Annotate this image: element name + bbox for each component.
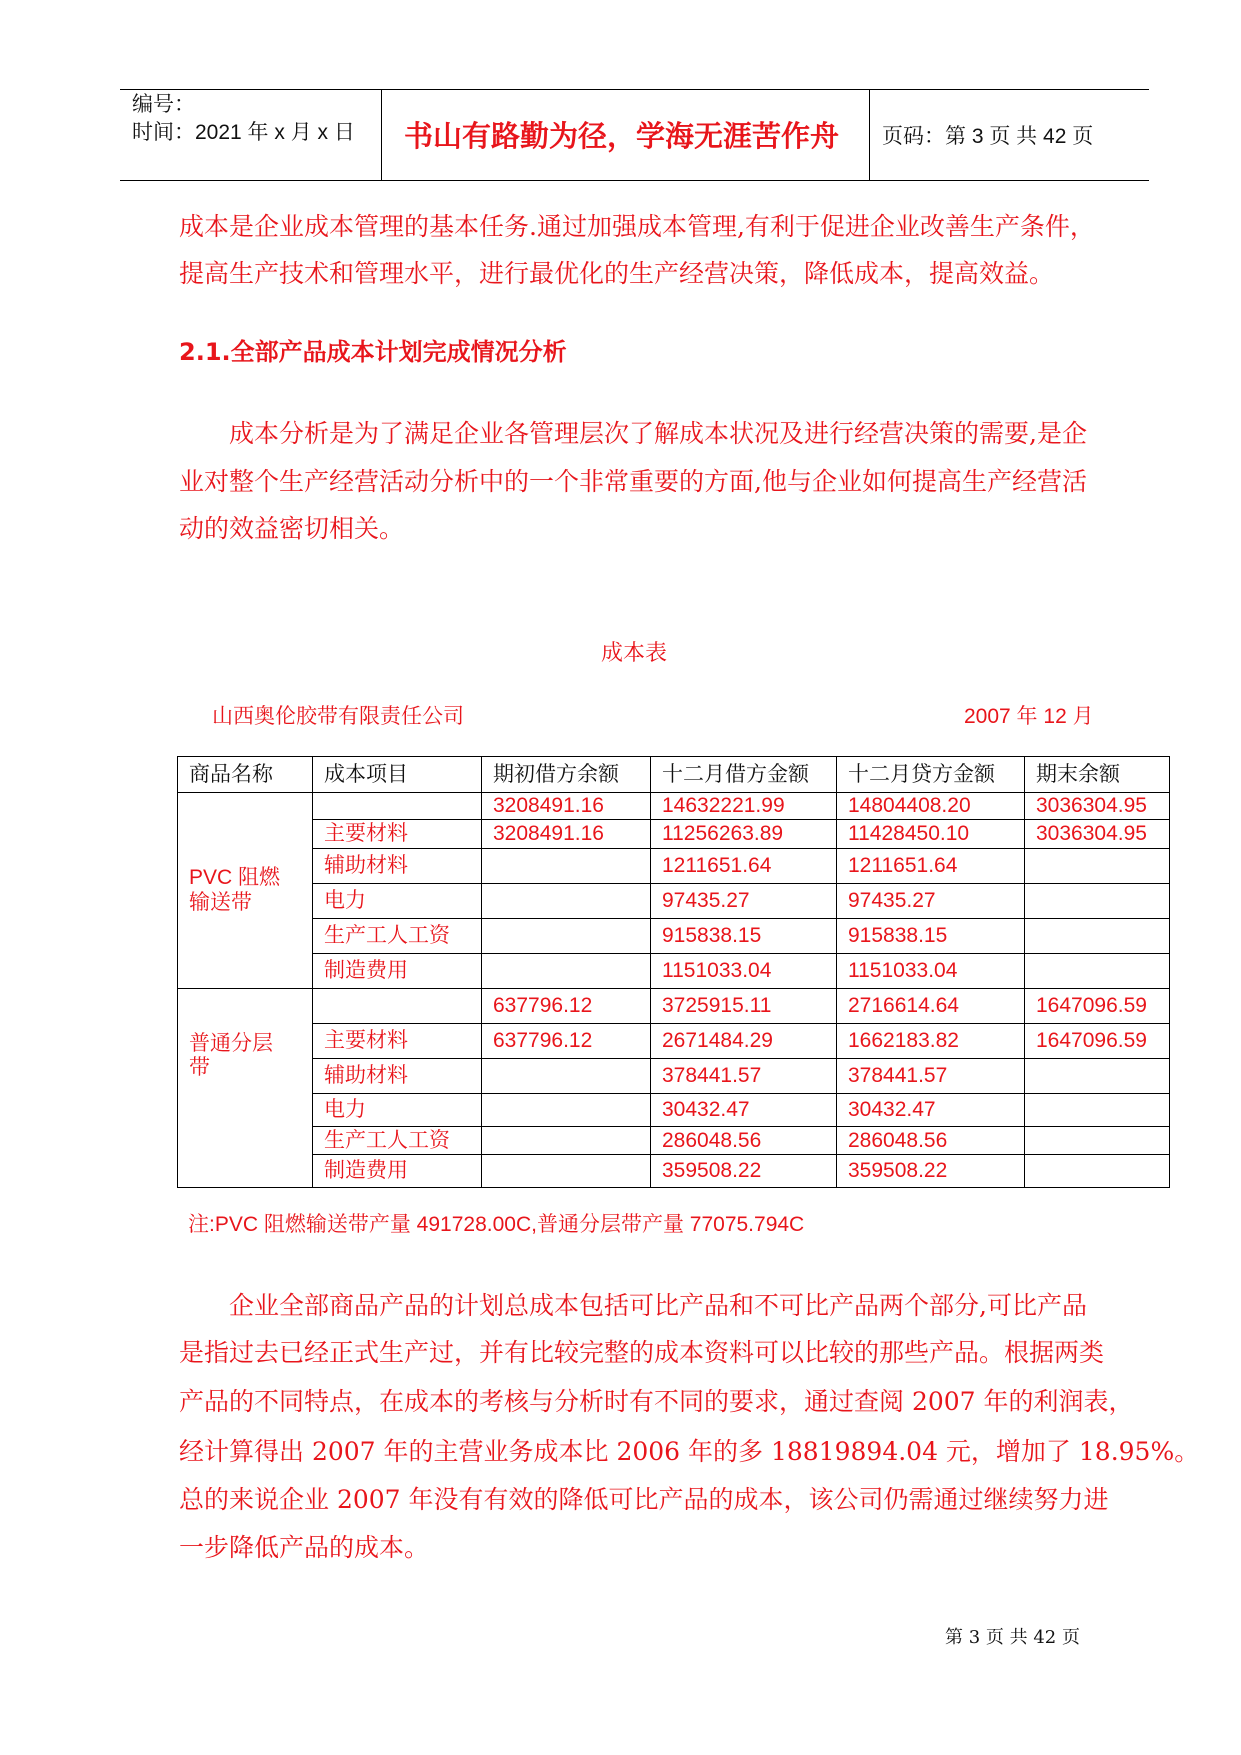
cost-item-cell [313, 989, 482, 1024]
cost-item-cell [313, 793, 482, 820]
closing-balance-cell [1025, 954, 1170, 989]
opening-debit-cell: 3208491.16 [482, 820, 651, 849]
dec-credit-cell: 915838.15 [837, 919, 1025, 954]
table-header-row [178, 757, 1170, 793]
cost-item-cell: 辅助材料 [313, 1059, 482, 1094]
closing-balance-cell: 3036304.95 [1025, 793, 1170, 820]
table-row [178, 884, 1170, 919]
dec-credit-cell: 30432.47 [837, 1094, 1025, 1127]
closing-balance-cell [1025, 1155, 1170, 1188]
paragraph-line: 成本分析是为了满足企业各管理层次了解成本状况及进行经营决策的需要,是企 [229, 419, 1087, 448]
closing-balance-cell [1025, 1094, 1170, 1127]
dec-credit-cell: 1662183.82 [837, 1024, 1025, 1059]
intro-line: 提高生产技术和管理水平，进行最优化的生产经营决策，降低成本，提高效益。 [179, 259, 1055, 288]
section-heading: 2.1.全部产品成本计划完成情况分析 [179, 338, 567, 366]
dec-debit-cell: 1151033.04 [651, 954, 837, 989]
opening-debit-cell [482, 884, 651, 919]
table-row [178, 989, 1170, 1024]
paragraph-line: 是指过去已经正式生产过，并有比较完整的成本资料可以比较的那些产品。根据两类 [179, 1338, 1105, 1367]
cost-item-cell: 辅助材料 [313, 849, 482, 884]
cost-table [177, 756, 1170, 1188]
header-middle-cell [381, 90, 870, 180]
closing-balance-cell [1025, 1059, 1170, 1094]
opening-debit-cell [482, 1155, 651, 1188]
closing-balance-cell: 3036304.95 [1025, 820, 1170, 849]
cost-item-cell: 制造费用 [313, 954, 482, 989]
dec-credit-cell: 97435.27 [837, 884, 1025, 919]
intro-line: 成本是企业成本管理的基本任务.通过加强成本管理,有利于促进企业改善生产条件， [179, 212, 1095, 241]
paragraph-line: 业对整个生产经营活动分析中的一个非常重要的方面,他与企业如何提高生产经营活 [179, 467, 1087, 496]
cost-item-cell: 主要材料 [313, 820, 482, 849]
closing-balance-cell [1025, 849, 1170, 884]
dec-debit-cell: 915838.15 [651, 919, 837, 954]
dec-credit-cell: 2716614.64 [837, 989, 1025, 1024]
table-row [178, 1155, 1170, 1188]
opening-debit-cell: 3208491.16 [482, 793, 651, 820]
table-header-cell: 成本项目 [313, 757, 482, 793]
dec-debit-cell: 2671484.29 [651, 1024, 837, 1059]
paragraph-line: 总的来说企业 2007 年没有有效的降低可比产品的成本，该公司仍需通过继续努力进 [179, 1485, 1109, 1514]
table-period: 2007 年 12 月 [964, 705, 1094, 728]
closing-balance-cell: 1647096.59 [1025, 1024, 1170, 1059]
dec-credit-cell: 14804408.20 [837, 793, 1025, 820]
table-row [178, 1059, 1170, 1094]
table-note: 注:PVC 阻燃输送带产量 491728.00C,普通分层带产量 77075.794C [188, 1213, 805, 1236]
document-number-label: 编号： [132, 93, 195, 116]
closing-balance-cell [1025, 1127, 1170, 1155]
closing-balance-cell [1025, 919, 1170, 954]
dec-credit-cell: 378441.57 [837, 1059, 1025, 1094]
dec-credit-cell: 1151033.04 [837, 954, 1025, 989]
cost-item-cell: 电力 [313, 1094, 482, 1127]
dec-credit-cell: 11428450.10 [837, 820, 1025, 849]
header-motto: 书山有路勤为径，学海无涯苦作舟 [404, 119, 840, 153]
product-name-cell: PVC 阻燃输送带 [178, 793, 313, 989]
opening-debit-cell [482, 1127, 651, 1155]
table-body [178, 793, 1170, 1188]
dec-debit-cell: 359508.22 [651, 1155, 837, 1188]
paragraph-line: 经计算得出 2007 年的主营业务成本比 2006 年的多 18819894.04 元，增加了 18.95%。 [179, 1437, 1200, 1466]
cost-item-cell: 生产工人工资 [313, 1127, 482, 1155]
cost-item-cell: 电力 [313, 884, 482, 919]
opening-debit-cell [482, 1094, 651, 1127]
dec-credit-cell: 1211651.64 [837, 849, 1025, 884]
table-row [178, 954, 1170, 989]
dec-debit-cell: 3725915.11 [651, 989, 837, 1024]
dec-credit-cell: 359508.22 [837, 1155, 1025, 1188]
opening-debit-cell: 637796.12 [482, 989, 651, 1024]
table-title: 成本表 [600, 641, 667, 666]
opening-debit-cell [482, 849, 651, 884]
header-right-cell [870, 90, 1149, 180]
dec-debit-cell: 30432.47 [651, 1094, 837, 1127]
page-footer: 第 3 页 共 42 页 [945, 1627, 1080, 1648]
cost-item-cell: 制造费用 [313, 1155, 482, 1188]
dec-credit-cell: 286048.56 [837, 1127, 1025, 1155]
paragraph-line: 动的效益密切相关。 [179, 514, 405, 543]
document-date-label: 时间：2021 年 x 月 x 日 [132, 121, 355, 144]
table-row [178, 1094, 1170, 1127]
table-row [178, 1024, 1170, 1059]
table-row [178, 1127, 1170, 1155]
dec-debit-cell: 14632221.99 [651, 793, 837, 820]
page-header [120, 89, 1149, 181]
cost-item-cell: 主要材料 [313, 1024, 482, 1059]
paragraph-line: 产品的不同特点，在成本的考核与分析时有不同的要求，通过查阅 2007 年的利润表， [179, 1387, 1134, 1416]
closing-balance-cell: 1647096.59 [1025, 989, 1170, 1024]
table-row [178, 849, 1170, 884]
table-header-cell: 期初借方余额 [482, 757, 651, 793]
table-header-cell: 十二月贷方金额 [837, 757, 1025, 793]
paragraph-line: 企业全部商品产品的计划总成本包括可比产品和不可比产品两个部分,可比产品 [229, 1291, 1087, 1320]
header-page-info: 页码：第 3 页 共 42 页 [882, 125, 1094, 148]
table-header-cell: 十二月借方金额 [651, 757, 837, 793]
opening-debit-cell [482, 1059, 651, 1094]
table-header-cell: 商品名称 [178, 757, 313, 793]
paragraph-line: 一步降低产品的成本。 [179, 1533, 430, 1562]
product-name-cell: 普通分层带 [178, 989, 313, 1188]
dec-debit-cell: 286048.56 [651, 1127, 837, 1155]
company-name: 山西奥伦胶带有限责任公司 [212, 705, 464, 728]
header-left-cell [120, 90, 381, 180]
table-row [178, 820, 1170, 849]
opening-debit-cell [482, 954, 651, 989]
opening-debit-cell: 637796.12 [482, 1024, 651, 1059]
dec-debit-cell: 97435.27 [651, 884, 837, 919]
table-row [178, 919, 1170, 954]
dec-debit-cell: 378441.57 [651, 1059, 837, 1094]
closing-balance-cell [1025, 884, 1170, 919]
opening-debit-cell [482, 919, 651, 954]
table-row [178, 793, 1170, 820]
dec-debit-cell: 11256263.89 [651, 820, 837, 849]
table-header-cell: 期末余额 [1025, 757, 1170, 793]
cost-item-cell: 生产工人工资 [313, 919, 482, 954]
dec-debit-cell: 1211651.64 [651, 849, 837, 884]
